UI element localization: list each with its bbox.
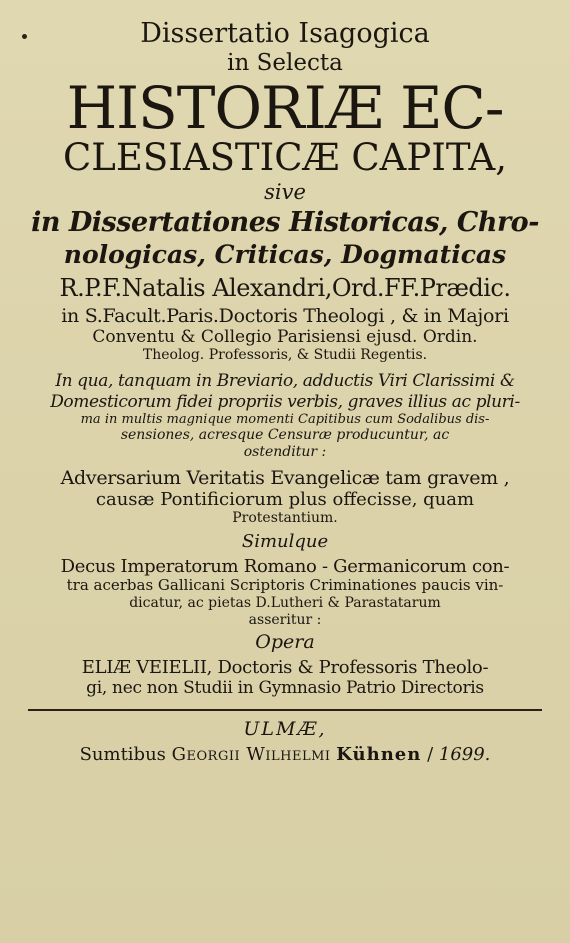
- author-desc-2: Conventu & Collegio Parisiensi ejusd. Ordin.: [92, 326, 478, 347]
- divider-rule: [28, 709, 542, 711]
- italic-line-2: Domesticorum fidei propriis verbis, graves illius ac pluri-: [50, 391, 520, 412]
- decus-line-1: Decus Imperatorum Romano - Germanicorum con-: [60, 556, 510, 578]
- decus-line-4: asseritur :: [248, 611, 322, 628]
- title-line-6: in Dissertationes Historicas, Chro-: [31, 206, 539, 238]
- decus-line-2: tra acerbas Gallicani Scriptoris Criminationes paucis vin-: [66, 576, 504, 595]
- title-line-2: in Selecta: [227, 49, 343, 76]
- title-line-3: HISTORIÆ EC-: [66, 73, 504, 142]
- adversarium-line-1: Adversarium Veritatis Evangelicæ tam gravem ,: [60, 466, 510, 489]
- imprint-year: 1699.: [438, 744, 491, 766]
- place-line: ULMÆ,: [243, 717, 327, 740]
- author-desc-3: Theolog. Professoris, & Studii Regentis.: [142, 346, 428, 363]
- ink-spot: [22, 34, 27, 39]
- imprint-surname: Kühnen: [336, 744, 422, 766]
- imprint-separator: /: [427, 744, 434, 766]
- adversarium-line-2: causæ Pontificiorum plus offecisse, quam: [95, 489, 475, 511]
- italic-line-3: ma in multis magnique momenti Capitibus cum Sodalibus dis-: [80, 411, 490, 427]
- imprint-name: Georgii Wilhelmi: [171, 744, 331, 766]
- title-line-7: nologicas, Criticas, Dogmaticas: [63, 239, 507, 269]
- italic-line-1: In qua, tanquam in Breviario, adductis Viri Clarissimi &: [55, 371, 515, 392]
- editor-line-1: ELIÆ VEIELII, Doctoris & Professoris Theolo-: [81, 656, 489, 678]
- title-line-5: sive: [264, 179, 306, 204]
- italic-line-5: ostenditur :: [243, 444, 327, 461]
- decus-line-3: dicatur, ac pietas D.Lutheri & Parastatarum: [129, 595, 441, 612]
- editor-line-2: gi, nec non Studii in Gymnasio Patrio Directoris: [86, 677, 484, 698]
- title-line-1: Dissertatio Isagogica: [140, 18, 430, 49]
- title-line-4: CLESIASTICÆ CAPITA,: [63, 135, 507, 179]
- imprint-prefix: Sumtibus: [79, 744, 166, 766]
- opera-line: Opera: [255, 630, 315, 653]
- adversarium-line-3: Protestantium.: [232, 510, 338, 527]
- author-line: R.P.F.Natalis Alexandri,Ord.FF.Prædic.: [59, 274, 511, 303]
- simulque-line: Simulque: [241, 530, 329, 552]
- author-desc-1: in S.Facult.Paris.Doctoris Theologi , & in Majori: [61, 304, 509, 327]
- italic-line-4: sensiones, acresque Censuræ producuntur, ac: [120, 427, 450, 444]
- imprint-line: [28, 745, 542, 764]
